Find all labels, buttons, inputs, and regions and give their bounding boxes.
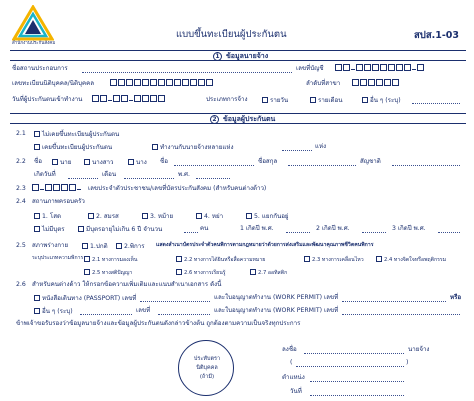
form-title: แบบขึ้นทะเบียนผู้ประกันตน [176,29,287,40]
checkbox-icon[interactable] [262,97,268,103]
child1-birth-year-field[interactable] [286,232,310,233]
position-label: ตำแหน่ง [282,374,305,381]
title-miss-option[interactable]: นางสาว [84,159,113,166]
checkbox-icon[interactable] [246,213,252,219]
checkbox-icon[interactable] [84,159,90,165]
surname-field[interactable] [288,165,356,166]
name-paren-close: ) [406,359,409,366]
signature-label: ลงชื่อ [282,346,297,353]
checkbox-icon[interactable] [34,144,40,150]
disability-visual-option[interactable]: 2.1 ทางการมองเห็น [84,256,137,263]
checkbox-icon[interactable] [128,159,134,165]
juristic-id-boxes[interactable] [110,79,214,86]
employer-title-label: นายจ้าง [408,346,430,353]
children-count-unit: คน [200,225,209,232]
multiple-employers-option[interactable]: ทำงานกับนายจ้างหลายแห่ง [152,144,233,151]
section1-header [10,50,466,61]
disability-type-note: ระบุประเภทความพิการ [32,255,84,261]
employer-name-field[interactable] [82,72,292,73]
checkbox-icon[interactable] [84,269,90,275]
condition-normal-option[interactable]: 1.ปกติ [82,243,108,250]
work-permit-no-field-2[interactable] [342,314,460,315]
stamp-line-3: (ถ้ามี) [199,374,215,380]
foreigner-note: สำหรับคนต่างด้าว ให้กรอกข้อความเพิ่มเติมและแนบสำเนาเอกสาร ดังนี้ [32,281,222,288]
row-2-1-number: 2.1 [16,130,26,137]
marital-widowed-option[interactable]: 3. หม้าย [142,213,173,220]
checkbox-icon[interactable] [116,243,122,249]
checkbox-icon[interactable] [34,308,40,314]
insured-date-label: วันที่ผู้ประกันตนเข้าทำงาน [12,96,83,103]
employment-type-other[interactable]: อื่น ๆ (ระบุ) [362,97,401,104]
row-2-4-number: 2.4 [16,198,26,205]
birth-date-label: เกิดวันที่ [34,171,56,178]
sso-logo-icon [12,5,54,41]
date-field[interactable] [310,395,404,396]
checkbox-icon[interactable] [88,213,94,219]
or-label: หรือ [450,294,462,301]
title-mr-option[interactable]: นาย [52,159,71,166]
checkbox-icon[interactable] [34,295,40,301]
child3-birth-year-label: 3 เกิดปี พ.ศ. [392,225,426,232]
checkbox-icon[interactable] [304,256,310,262]
checkbox-icon[interactable] [196,213,202,219]
other-document-no-label: เลขที่ [136,307,151,314]
other-document-no-field[interactable] [158,314,210,315]
marital-separated-option[interactable]: 5. แยกกันอยู่ [246,213,289,220]
checkbox-icon[interactable] [84,256,90,262]
date-label: วันที่ [290,388,302,395]
row-2-5-number: 2.5 [16,242,26,249]
employment-type-daily[interactable]: รายวัน [262,97,288,104]
birth-month-label: เดือน [102,171,117,178]
stamp-line-2: นิติบุคคล [196,365,218,371]
nationality-field[interactable] [392,165,460,166]
disability-intellectual-option[interactable]: 2.5 ทางสติปัญญา [84,269,132,276]
physical-condition-label: สภาพร่างกาย [32,242,69,249]
corporate-seal-circle [178,340,234,396]
account-no-boxes[interactable] [335,64,425,71]
id-number-label: เลขประจำตัวประชาชน/เลขที่บัตรประกันสังคม (สำหรับคนต่างด้าว) [88,185,267,192]
marital-divorced-option[interactable]: 4. หย่า [196,213,223,220]
disability-card-note: แสดงสำเนาบัตรประจำตัวคนพิการตามกฎหมายว่าด้วยการส่งเสริมและพัฒนาคุณภาพชีวิตคนพิการ [156,242,374,248]
checkbox-icon[interactable] [362,97,368,103]
children-count-field[interactable] [184,232,198,233]
account-no-label: เลขที่บัญชี [296,65,324,72]
birth-year-label: พ.ศ. [178,171,190,178]
employment-type-label: ประเภทการจ้าง [206,96,248,103]
title-mrs-option[interactable]: นาง [128,159,147,166]
disability-mobility-option[interactable]: 2.3 ทางการเคลื่อนไหว [304,256,364,263]
work-permit-label: และใบอนุญาตทำงาน (WORK PERMIT) เลขที่ [214,294,339,301]
disability-hearing-option[interactable]: 2.2 ทางการได้ยินหรือสื่อความหมาย [176,256,265,263]
given-name-field[interactable] [174,165,254,166]
marital-married-option[interactable]: 2. สมรส [88,213,119,220]
child2-birth-year-label: 2 เกิดปี พ.ศ. [316,225,350,232]
surname-label: ชื่อสกุล [258,158,278,165]
branch-no-boxes[interactable] [352,79,400,86]
checkbox-icon[interactable] [34,131,40,137]
employer-count-field[interactable] [282,150,312,151]
given-name-label: ชื่อ [160,158,168,165]
row-2-3-number: 2.3 [16,185,26,192]
employment-type-other-field[interactable] [412,103,460,104]
passport-option[interactable]: หนังสือเดินทาง (PASSPORT) เลขที่ [34,295,136,302]
other-document-field[interactable] [80,314,132,315]
section2-number: 2 [210,115,219,124]
name-paren-open: ( [290,359,293,366]
checkbox-icon[interactable] [176,256,182,262]
no-children-option[interactable]: ไม่มีบุตร [34,226,65,233]
checkbox-icon[interactable] [250,269,256,275]
has-children-option[interactable]: มีบุตรอายุไม่เกิน 6 ปี จำนวน [78,226,162,233]
disability-autism-option[interactable]: 2.7 ออทิสติก [250,269,287,276]
checkbox-icon[interactable] [34,213,40,219]
disability-mental-option[interactable]: 2.4 ทางจิตใจหรือพฤติกรรม [376,256,446,263]
position-field[interactable] [310,381,404,382]
signature-field[interactable] [304,353,404,354]
section2-title: ข้อมูลผู้ประกันตน [223,115,276,123]
id-number-boxes[interactable] [32,184,82,191]
nationality-label: สัญชาติ [360,158,381,165]
marital-single-option[interactable]: 1. โสด [34,213,61,220]
form-code: สปส.1-03 [414,30,460,41]
section1-title: ข้อมูลนายจ้าง [226,52,269,60]
checkbox-icon[interactable] [152,144,158,150]
section1-number: 1 [213,52,222,61]
birth-month-field[interactable] [124,178,174,179]
child1-birth-year-label: 1 เกิดปี พ.ศ. [240,225,274,232]
work-permit-no-field[interactable] [342,301,446,302]
marital-status-label: สถานภาพครอบครัว [32,198,85,205]
org-name: สำนักงานประกันสังคม [12,41,56,46]
birth-day-field[interactable] [68,178,98,179]
certification-text: ข้าพเจ้าขอรับรองว่าข้อมูลนายจ้างและข้อมูลผู้ประกันตนดังกล่าวข้างต้น ถูกต้องตามความเป็นจริงทุกประการ [16,320,301,327]
checkbox-icon[interactable] [176,269,182,275]
insured-date-boxes[interactable] [92,95,166,102]
employer-count-unit: แห่ง [315,143,327,150]
employer-name-label: ชื่อสถานประกอบการ [12,65,68,72]
child2-birth-year-field[interactable] [362,232,386,233]
disability-learning-option[interactable]: 2.6 ทางการเรียนรู้ [176,269,226,276]
passport-no-field[interactable] [140,301,210,302]
checkbox-icon[interactable] [34,226,40,232]
employment-type-monthly[interactable]: รายเดือน [310,97,343,104]
name-prefix-label: ชื่อ [34,158,42,165]
juristic-id-label: เลขทะเบียนนิติบุคคล/นิติบุคคล [12,80,95,87]
checkbox-icon[interactable] [142,213,148,219]
row-2-6-number: 2.6 [16,281,26,288]
stamp-line-1: ประทับตรา [193,356,221,362]
never-registered-option[interactable]: ไม่เคยขึ้นทะเบียนผู้ประกันตน [34,131,119,138]
checkbox-icon[interactable] [78,226,84,232]
condition-disabled-option[interactable]: 2.พิการ [116,243,145,250]
branch-no-label: ลำดับที่สาขา [306,80,341,87]
work-permit-label-2: และใบอนุญาตทำงาน (WORK PERMIT) เลขที่ [214,307,339,314]
checkbox-icon[interactable] [82,243,88,249]
previously-registered-option[interactable]: เคยขึ้นทะเบียนผู้ประกันตน [34,144,112,151]
child3-birth-year-field[interactable] [438,232,460,233]
other-document-option[interactable]: อื่น ๆ (ระบุ) [34,308,73,315]
checkbox-icon[interactable] [376,256,382,262]
sso-logo [12,5,54,49]
row-2-2-number: 2.2 [16,158,26,165]
birth-year-field[interactable] [196,178,230,179]
printed-name-field[interactable] [296,366,404,367]
checkbox-icon[interactable] [310,97,316,103]
section2-header [10,113,466,124]
checkbox-icon[interactable] [52,159,58,165]
